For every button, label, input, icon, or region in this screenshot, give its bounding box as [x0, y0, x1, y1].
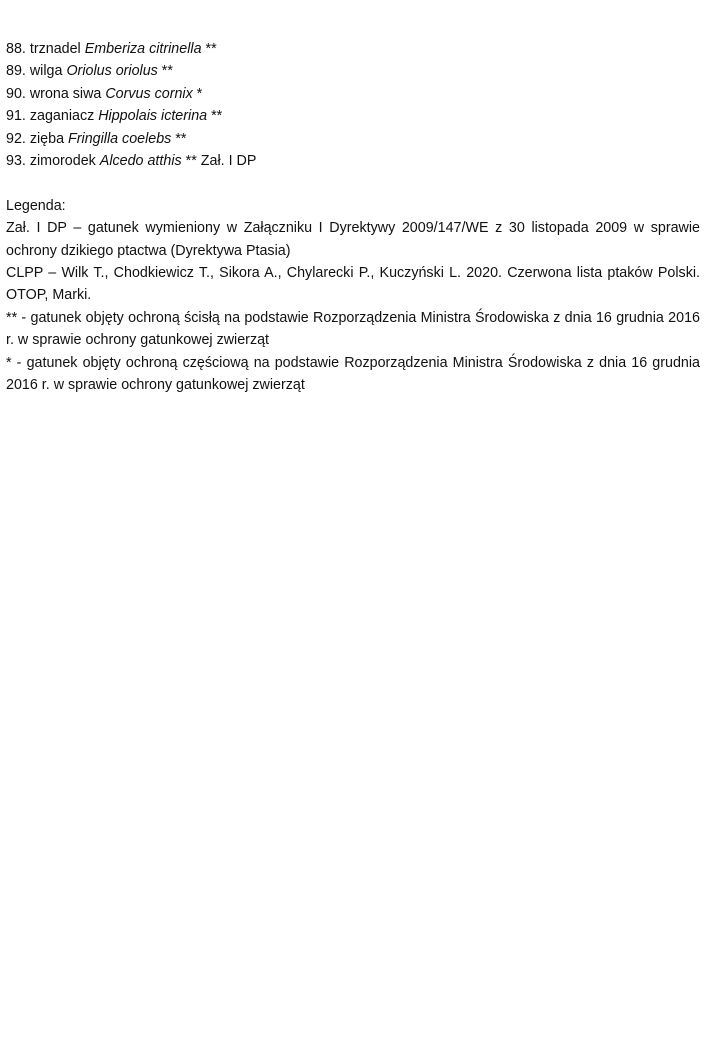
species-protection-status: ** — [161, 63, 173, 80]
species-polish-name: wrona siwa — [29, 85, 102, 102]
species-latin-name: Hippolais icterina — [98, 108, 208, 125]
species-number: 89. — [6, 63, 26, 80]
species-number: 92. — [6, 130, 26, 147]
species-item-92 — [6, 128, 700, 150]
spacer — [6, 172, 700, 194]
species-item-88 — [6, 38, 700, 60]
species-polish-name: zięba — [29, 130, 65, 147]
species-polish-name: wilga — [29, 63, 63, 80]
species-latin-name: Corvus cornix — [105, 85, 193, 102]
species-number: 88. — [6, 41, 26, 57]
species-item-91 — [6, 105, 700, 127]
species-latin-name: Oriolus oriolus — [66, 63, 158, 80]
species-annex-note: Zał. I DP — [200, 153, 257, 170]
species-latin-name: Emberiza citrinella — [84, 41, 202, 57]
species-protection-status: ** — [175, 130, 187, 147]
species-number: 91. — [6, 108, 26, 125]
legend — [6, 195, 700, 397]
species-list — [6, 38, 700, 172]
species-latin-name: Alcedo atthis — [99, 153, 182, 170]
legend-entry-annex: Zał. I DP – gatunek wymieniony w Załączniku I Dyrektywy 2009/147/WE z 30 listopada 2009 w sprawie ochrony dzikiego ptactwa (Dyrektywa Ptasia) — [6, 220, 700, 259]
species-protection-status: ** — [185, 153, 197, 170]
legend-title: Legenda: — [6, 197, 66, 214]
species-item-89 — [6, 60, 700, 82]
legend-entry-strict-protection: ** - gatunek objęty ochroną ścisłą na podstawie Rozporządzenia Ministra Środowiska z dnia 16 grudnia 2016 r. w sprawie ochrony gatunkowej zwierząt — [6, 309, 700, 349]
species-polish-name: zaganiacz — [29, 108, 95, 125]
species-number: 93. — [6, 153, 26, 170]
species-number: 90. — [6, 85, 26, 102]
species-protection-status: ** — [211, 108, 223, 125]
legend-entry-red-list: CLPP – Wilk T., Chodkiewicz T., Sikora A., Chylarecki P., Kuczyński L. 2020. Czerwona lista ptaków Polski. OTOP, Marki. — [6, 265, 700, 304]
species-item-93 — [6, 150, 700, 172]
species-protection-status: ** — [205, 41, 217, 57]
species-protection-status: * — [196, 85, 203, 102]
species-polish-name: zimorodek — [29, 153, 96, 170]
document-page — [6, 38, 700, 396]
species-polish-name: trznadel — [29, 41, 81, 57]
species-latin-name: Fringilla coelebs — [68, 130, 172, 147]
legend-entry-partial-protection: * - gatunek objęty ochroną częściową na podstawie Rozporządzenia Ministra Środowiska z dnia 16 grudnia 2016 r. w sprawie ochrony gatunkowej zwierząt — [6, 354, 700, 394]
species-item-90 — [6, 83, 700, 105]
